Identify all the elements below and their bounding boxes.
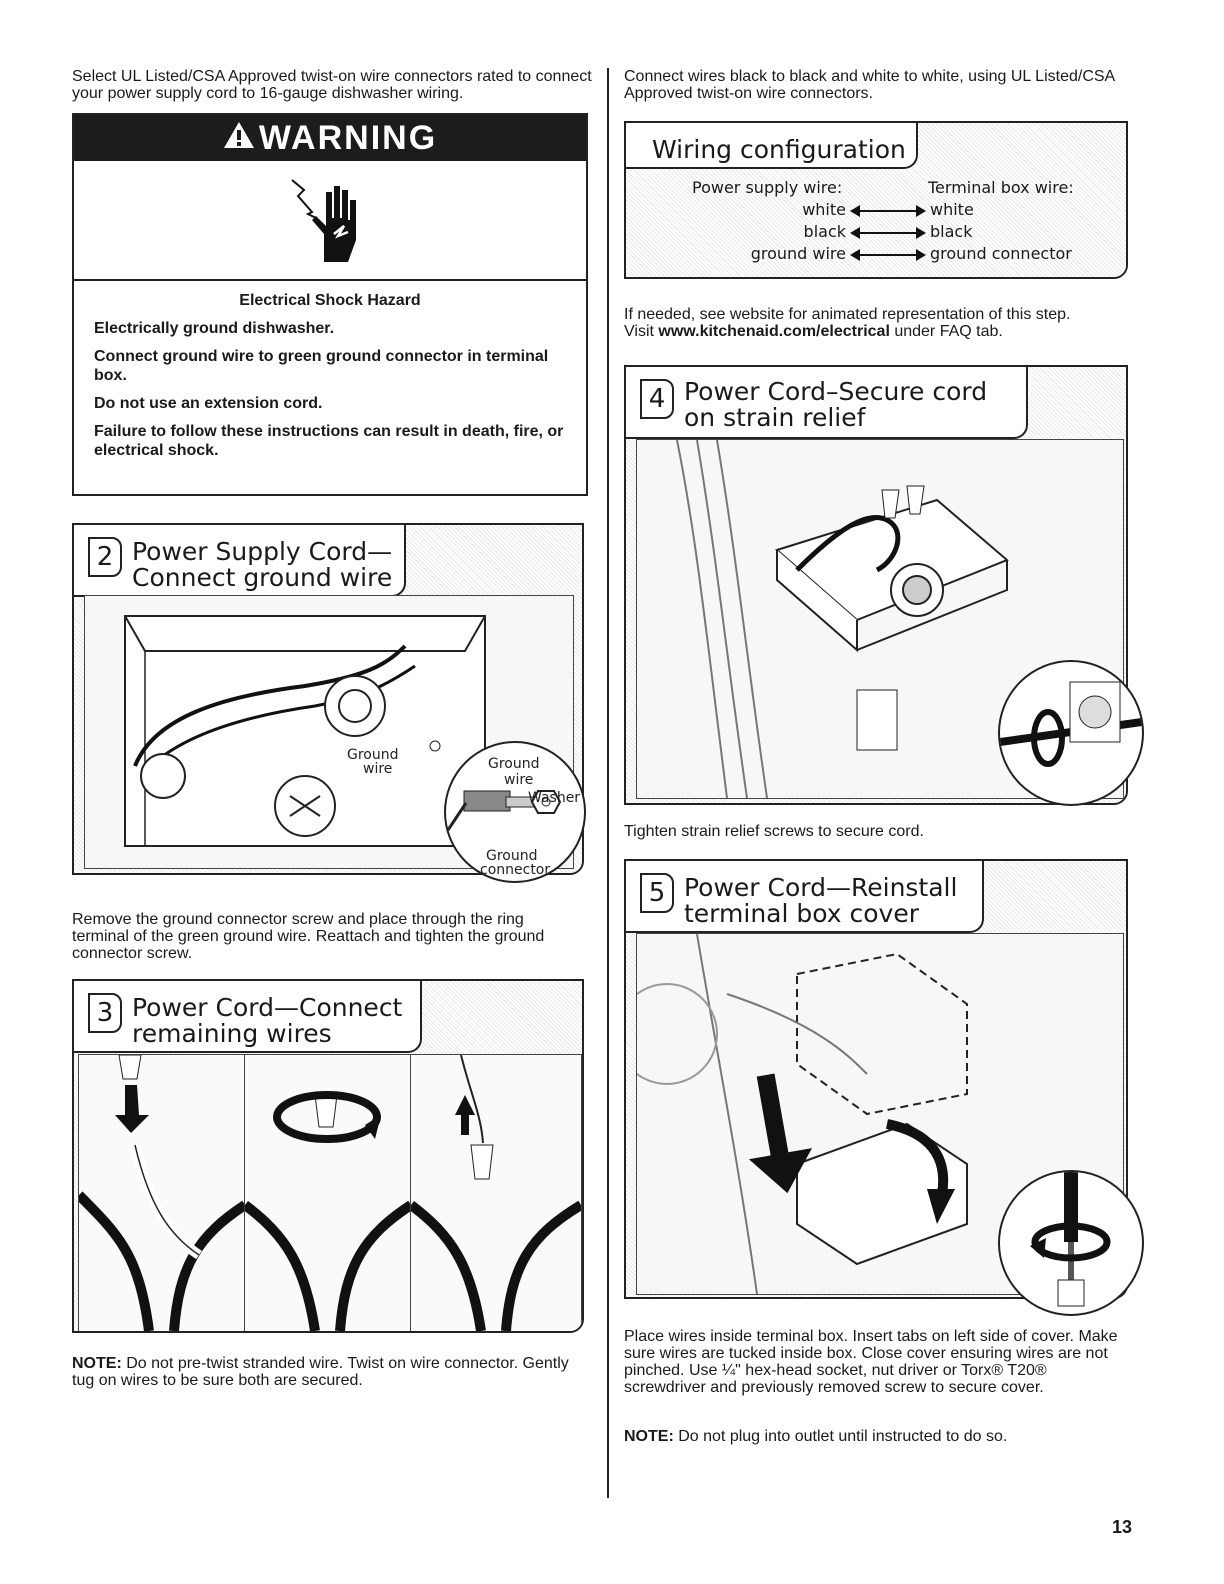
wiring-config-title: Wiring configuration bbox=[652, 135, 906, 164]
step3-panel bbox=[72, 979, 584, 1333]
step4-title-line1: Power Cord–Secure cord bbox=[684, 377, 988, 406]
step3-title-line2: remaining wires bbox=[132, 1019, 332, 1048]
step2-title-line1: Power Supply Cord— bbox=[132, 537, 393, 566]
washer-label: Washer bbox=[528, 790, 581, 806]
website-link[interactable]: www.kitchenaid.com/electrical bbox=[658, 323, 890, 340]
double-arrow-icon bbox=[852, 232, 924, 234]
column-divider bbox=[607, 68, 609, 1498]
step5-caption: Place wires inside terminal box. Insert tabs on left side of cover. Make sure wires are tucked inside box. Close cover ensuring wires are not pinched. Use ¼" hex-head socket, nut driver or Torx® T20® screwdriver and previously removed screw to secure cover. bbox=[624, 1328, 1118, 1396]
double-arrow-icon bbox=[852, 254, 924, 256]
step2-ground-connector-callout bbox=[444, 741, 586, 883]
step4-number: 4 bbox=[640, 379, 674, 419]
warning-triangle-icon bbox=[223, 119, 255, 158]
shock-hazard-icon-row bbox=[74, 161, 586, 281]
warning-line: Do not use an extension cord. bbox=[94, 395, 323, 412]
step3-title-line1: Power Cord—Connect bbox=[132, 993, 403, 1022]
wire-right-white: white bbox=[930, 200, 974, 219]
step2-number: 2 bbox=[88, 537, 122, 577]
electric-shock-hand-icon bbox=[290, 174, 370, 266]
step3-frame-3 bbox=[410, 1054, 582, 1332]
step3-note bbox=[72, 1355, 582, 1389]
wire-right-ground: ground connector bbox=[930, 244, 1072, 263]
website-note-visit: Visit bbox=[624, 323, 659, 340]
website-note-line1: If needed, see website for animated representation of this step. bbox=[624, 306, 1071, 323]
step4-strain-relief-callout bbox=[998, 660, 1144, 806]
wire-right-black: black bbox=[930, 222, 973, 241]
note-label: NOTE: bbox=[72, 1355, 122, 1372]
hazard-title: Electrical Shock Hazard bbox=[239, 292, 421, 309]
ground-wire-label-line2: wire bbox=[363, 761, 393, 777]
page-number: 13 bbox=[1112, 1517, 1133, 1537]
warning-banner-text: WARNING bbox=[258, 118, 438, 157]
note-text: Do not pre-twist stranded wire. Twist on wire connector. Gently tug on wires to be sure both are secured. bbox=[72, 1355, 569, 1389]
step5-note bbox=[624, 1428, 1124, 1445]
step3-frame-1 bbox=[78, 1054, 246, 1332]
wire-left-white: white bbox=[802, 200, 846, 219]
ground-connector-label-line2: connector bbox=[480, 862, 551, 878]
step3-frame-2 bbox=[244, 1054, 412, 1332]
double-arrow-icon bbox=[852, 210, 924, 212]
terminal-box-header: Terminal box wire: bbox=[928, 178, 1074, 197]
step2-caption: Remove the ground connector screw and place through the ring terminal of the green ground wire. Reattach and tighten the ground connector screw. bbox=[72, 911, 545, 962]
power-supply-header: Power supply wire: bbox=[692, 178, 843, 197]
step5-number: 5 bbox=[640, 873, 674, 913]
step3-number: 3 bbox=[88, 993, 122, 1033]
ground-wire-label-line1: Ground bbox=[347, 747, 399, 763]
warning-line: Connect ground wire to green ground connector in terminal box. bbox=[94, 348, 549, 384]
wire-left-ground: ground wire bbox=[750, 244, 846, 263]
step2-title-line2: Connect ground wire bbox=[132, 563, 393, 592]
website-note bbox=[624, 306, 1144, 340]
step5-screwdriver-callout bbox=[998, 1170, 1144, 1316]
ground-connector-label-line1: Ground bbox=[486, 848, 538, 864]
callout-ground-label: Ground bbox=[488, 756, 540, 772]
callout-wire-label: wire bbox=[504, 772, 534, 788]
note-text: Do not plug into outlet until instructed to do so. bbox=[673, 1428, 1008, 1445]
wire-left-black: black bbox=[803, 222, 846, 241]
intro-right: Connect wires black to black and white to white, using UL Listed/CSA Approved twist-on wire connectors. bbox=[624, 68, 1115, 102]
step4-title-line2: on strain relief bbox=[684, 403, 866, 432]
note-label: NOTE: bbox=[624, 1428, 674, 1445]
website-note-after: under FAQ tab. bbox=[889, 323, 1003, 340]
wiring-config-panel bbox=[624, 121, 1128, 279]
intro-left: Select UL Listed/CSA Approved twist-on wire connectors rated to connect your power supply cord to 16-gauge dishwasher wiring. bbox=[72, 68, 592, 102]
step5-title-line1: Power Cord—Reinstall bbox=[684, 873, 958, 902]
warning-line: Electrically ground dishwasher. bbox=[94, 320, 335, 337]
warning-box bbox=[72, 113, 588, 496]
step5-title-line2: terminal box cover bbox=[684, 899, 920, 928]
step4-caption: Tighten strain relief screws to secure cord. bbox=[624, 823, 924, 840]
warning-line: Failure to follow these instructions can result in death, fire, or electrical shock. bbox=[94, 423, 564, 459]
warning-banner bbox=[74, 115, 586, 161]
